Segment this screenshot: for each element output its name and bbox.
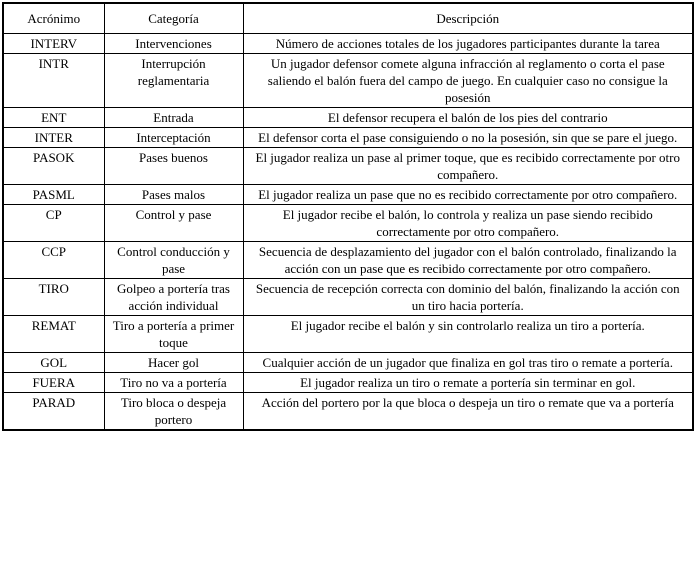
table-row	[3, 185, 693, 205]
acronimo-cell: FUERA	[3, 373, 104, 393]
table-row	[3, 353, 693, 373]
categoria-cell: Control y pase	[104, 205, 243, 242]
categoria-cell: Tiro a portería a primer toque	[104, 316, 243, 353]
acronimo-cell: PASML	[3, 185, 104, 205]
descripcion-cell: El defensor recupera el balón de los pies del contrario	[243, 108, 693, 128]
categoria-cell: Interrupción reglamentaria	[104, 54, 243, 108]
descripcion-cell: El jugador recibe el balón, lo controla y realiza un pase siendo recibido correctamente por otro compañero.	[243, 205, 693, 242]
categoria-cell: Pases buenos	[104, 148, 243, 185]
descripcion-cell: Secuencia de recepción correcta con dominio del balón, finalizando la acción con un tiro hacia portería.	[243, 279, 693, 316]
descripcion-cell: El jugador recibe el balón y sin controlarlo realiza un tiro a portería.	[243, 316, 693, 353]
descripcion-cell: El jugador realiza un pase al primer toque, que es recibido correctamente por otro compañero.	[243, 148, 693, 185]
categoria-cell: Entrada	[104, 108, 243, 128]
table-row	[3, 108, 693, 128]
table-row	[3, 242, 693, 279]
descripcion-cell: El defensor corta el pase consiguiendo o no la posesión, sin que se pare el juego.	[243, 128, 693, 148]
categoria-cell: Golpeo a portería tras acción individual	[104, 279, 243, 316]
categoria-cell: Pases malos	[104, 185, 243, 205]
table-row	[3, 393, 693, 431]
column-header-acronimo: Acrónimo	[3, 3, 104, 34]
table-row	[3, 128, 693, 148]
table-row	[3, 34, 693, 54]
acronimo-cell: INTERV	[3, 34, 104, 54]
column-header-descripcion: Descripción	[243, 3, 693, 34]
header-row	[3, 3, 693, 34]
table-row	[3, 279, 693, 316]
descripcion-cell: Cualquier acción de un jugador que finaliza en gol tras tiro o remate a portería.	[243, 353, 693, 373]
acronimo-cell: CCP	[3, 242, 104, 279]
column-header-categoria: Categoría	[104, 3, 243, 34]
categoria-cell: Interceptación	[104, 128, 243, 148]
table-body	[3, 34, 693, 431]
descripcion-cell: Secuencia de desplazamiento del jugador con el balón controlado, finalizando la acción con un pase que es recibido correctamente por otro compañero.	[243, 242, 693, 279]
table-header	[3, 3, 693, 34]
acronimo-cell: GOL	[3, 353, 104, 373]
descripcion-cell: Número de acciones totales de los jugadores participantes durante la tarea	[243, 34, 693, 54]
acronimo-cell: PARAD	[3, 393, 104, 431]
acronimo-cell: INTER	[3, 128, 104, 148]
acronimo-cell: REMAT	[3, 316, 104, 353]
descripcion-cell: El jugador realiza un pase que no es recibido correctamente por otro compañero.	[243, 185, 693, 205]
categoria-cell: Tiro no va a portería	[104, 373, 243, 393]
descripcion-cell: Un jugador defensor comete alguna infracción al reglamento o corta el pase saliendo el balón fuera del campo de juego. En cualquier caso no consigue la posesión	[243, 54, 693, 108]
acronyms-table	[2, 2, 694, 431]
table-row	[3, 316, 693, 353]
table-row	[3, 373, 693, 393]
acronimo-cell: INTR	[3, 54, 104, 108]
table-row	[3, 205, 693, 242]
categoria-cell: Intervenciones	[104, 34, 243, 54]
table-row	[3, 54, 693, 108]
acronimo-cell: TIRO	[3, 279, 104, 316]
descripcion-cell: El jugador realiza un tiro o remate a portería sin terminar en gol.	[243, 373, 693, 393]
table-row	[3, 148, 693, 185]
categoria-cell: Hacer gol	[104, 353, 243, 373]
acronimo-cell: CP	[3, 205, 104, 242]
acronimo-cell: ENT	[3, 108, 104, 128]
categoria-cell: Control conducción y pase	[104, 242, 243, 279]
categoria-cell: Tiro bloca o despeja portero	[104, 393, 243, 431]
descripcion-cell: Acción del portero por la que bloca o despeja un tiro o remate que va a portería	[243, 393, 693, 431]
acronimo-cell: PASOK	[3, 148, 104, 185]
